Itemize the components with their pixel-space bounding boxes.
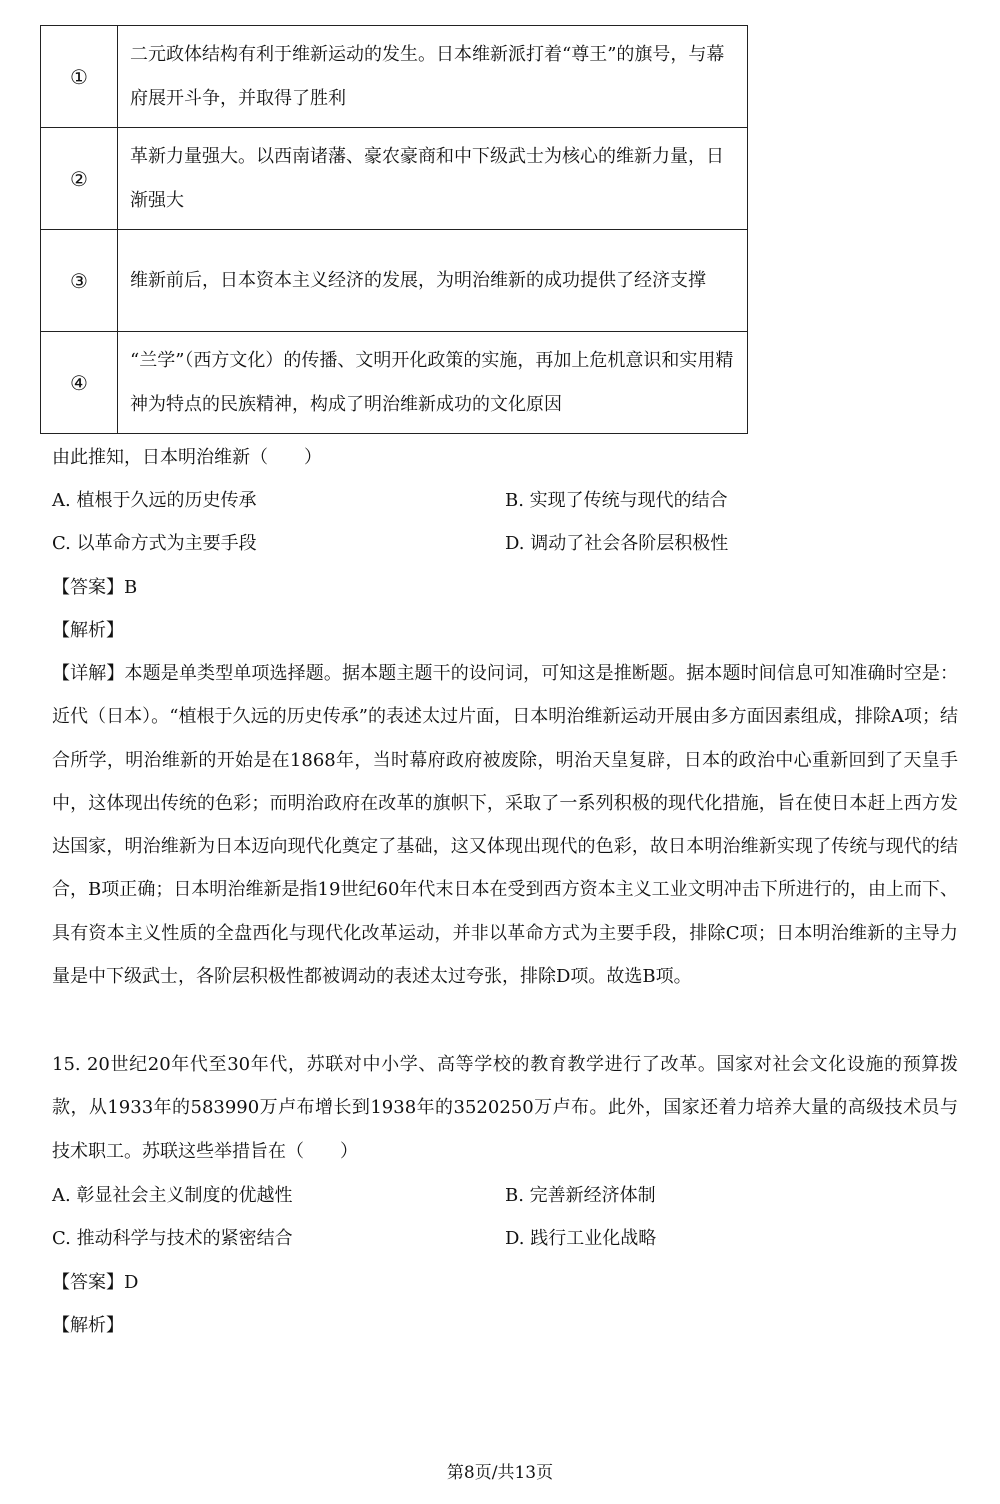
row-number: ①: [41, 26, 118, 128]
q15-option-b: B. 完善新经济体制: [505, 1185, 656, 1206]
q14-option-c: C. 以革命方式为主要手段: [52, 533, 257, 554]
q15-analysis-label: 【解析】: [52, 1315, 124, 1336]
q14-stem: 由此推知，日本明治维新（ ）: [52, 447, 322, 468]
q15-option-d: D. 践行工业化战略: [505, 1228, 657, 1249]
factors-table: [40, 25, 748, 434]
table-row: [41, 26, 748, 128]
q14-option-b: B. 实现了传统与现代的结合: [505, 490, 728, 511]
q14-detail: 【详解】本题是单类型单项选择题。据本题主题干的设问词，可知这是推断题。据本题时间信息可知准确时空是：近代（日本）。“植根于久远的历史传承”的表述太过片面，日本明治维新运动开展由多方面因素组成，排除A项；结合所学，明治维新的开始是在1868年，当时幕府政府被废除，明治天皇复辟，日本的政治中心重新回到了天皇手中，这体现出传统的色彩；而明治政府在改革的旗帜下，采取了一系列积极的现代化措施，旨在使日本赶上西方发达国家，明治维新为日本迈向现代化奠定了基础，这又体现出现代的色彩，故日本明治维新实现了传统与现代的结合，B项正确；日本明治维新是指19世纪60年代末日本在受到西方资本主义工业文明冲击下所进行的，由上而下、具有资本主义性质的全盘西化与现代化改革运动，并非以革命方式为主要手段，排除C项；日本明治维新的主导力量是中下级武士，各阶层积极性都被调动的表述太过夸张，排除D项。故选B项。: [52, 663, 958, 988]
row-number: ②: [41, 128, 118, 230]
row-number: ③: [41, 230, 118, 332]
row-number: ④: [41, 332, 118, 434]
page-footer: 第8页/共13页: [446, 1463, 554, 1483]
table-row: [41, 230, 748, 332]
table-row: [41, 332, 748, 434]
row-text: 革新力量强大。以西南诸藩、豪农豪商和中下级武士为核心的维新力量，日渐强大: [118, 128, 748, 230]
q15-option-c: C. 推动科学与技术的紧密结合: [52, 1228, 293, 1249]
q14-answer: 【答案】B: [52, 577, 138, 598]
row-text: 维新前后，日本资本主义经济的发展，为明治维新的成功提供了经济支撑: [118, 230, 748, 332]
row-text: 二元政体结构有利于维新运动的发生。日本维新派打着“尊王”的旗号，与幕府展开斗争，并取得了胜利: [118, 26, 748, 128]
row-text: “兰学”（西方文化）的传播、文明开化政策的实施，再加上危机意识和实用精神为特点的民族精神，构成了明治维新成功的文化原因: [118, 332, 748, 434]
q14-analysis-label: 【解析】: [52, 620, 124, 641]
q15-answer: 【答案】D: [52, 1272, 139, 1293]
table-row: [41, 128, 748, 230]
q14-option-a: A. 植根于久远的历史传承: [52, 490, 257, 511]
q14-option-d: D. 调动了社会各阶层积极性: [505, 533, 729, 554]
q15-stem: 15. 20世纪20年代至30年代，苏联对中小学、高等学校的教育教学进行了改革。国家对社会文化设施的预算拨款，从1933年的583990万卢布增长到1938年的3520250万卢布。此外，国家还着力培养大量的高级技术员与技术职工。苏联这些举措旨在（ ）: [52, 1054, 958, 1162]
q15-option-a: A. 彰显社会主义制度的优越性: [52, 1185, 293, 1206]
